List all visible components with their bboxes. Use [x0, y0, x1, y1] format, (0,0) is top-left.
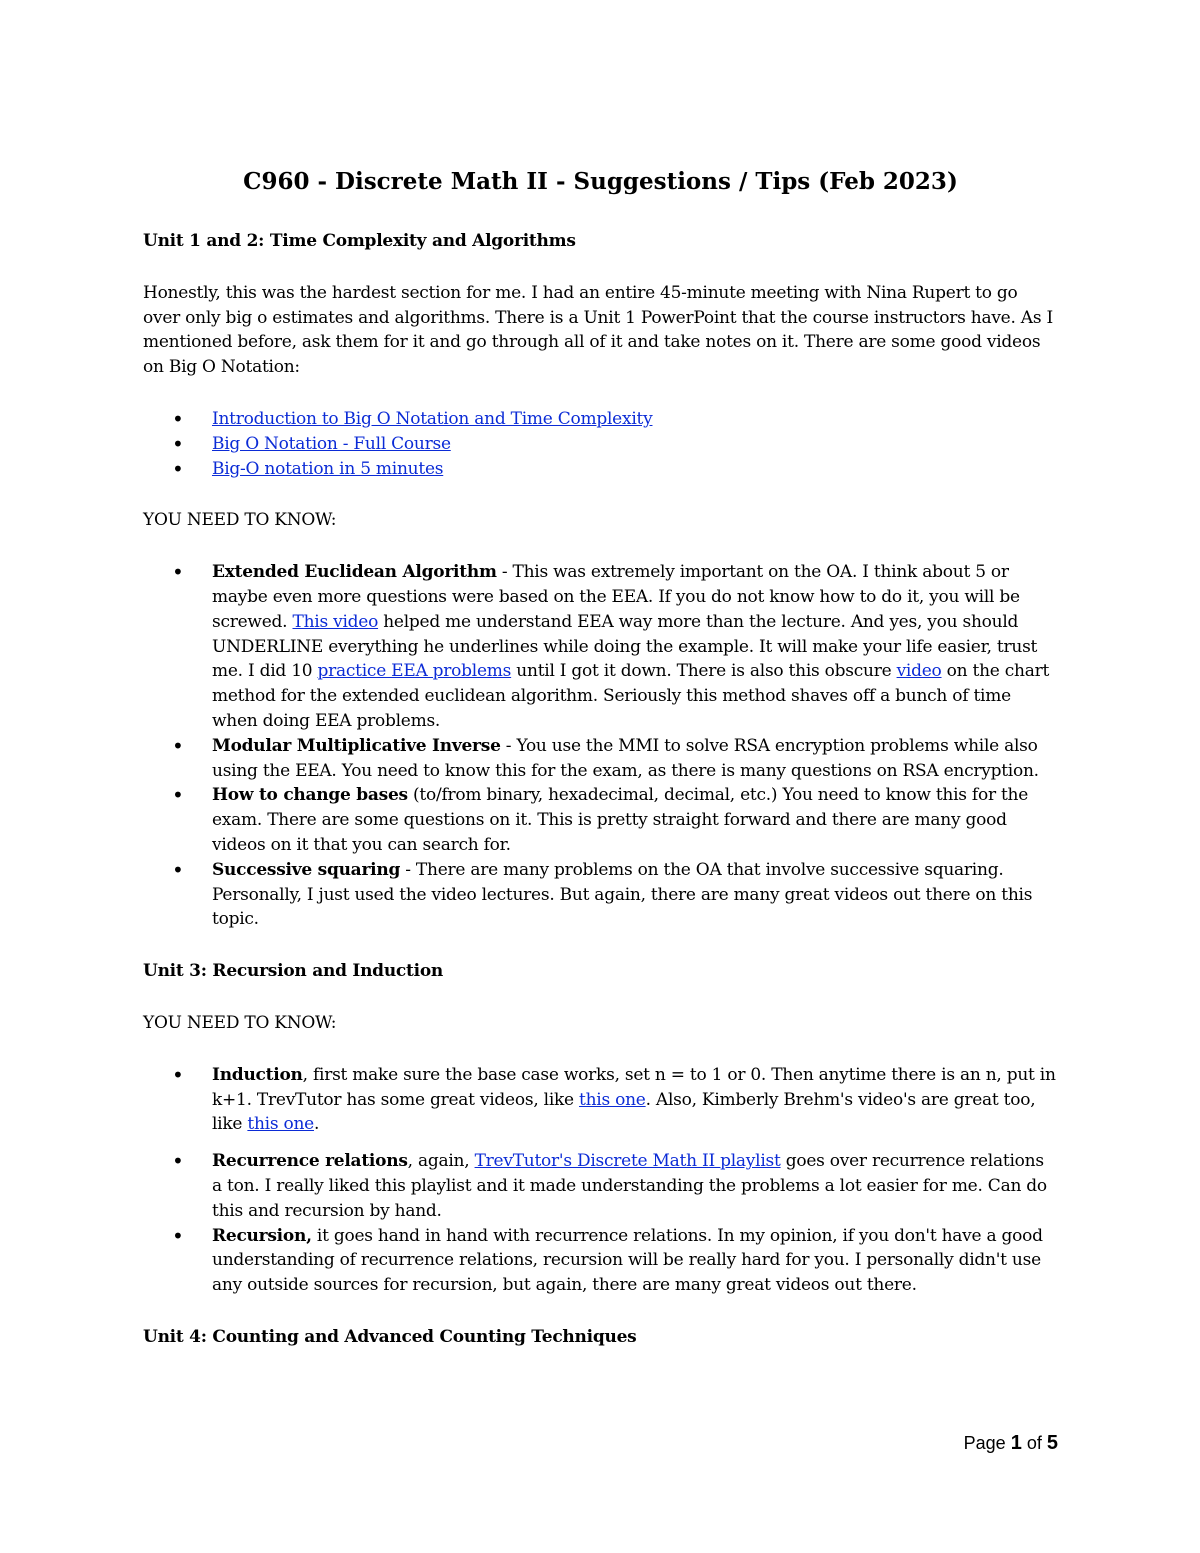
list-item: [143, 407, 1058, 432]
document-title: C960 - Discrete Math II - Suggestions / Tips (Feb 2023): [243, 168, 958, 195]
topic-recursion: • Recursion, it goes hand in hand with recurrence relations. In my opinion, if you don't have a good understanding of recurrence relations, recursion will be really hard for you. I personally didn't use any outside sources for recursion, but again, there are many great videos out there.: [143, 1224, 1058, 1298]
link-eea-video[interactable]: This video: [292, 611, 379, 632]
unit-3-heading: Unit 3: Recursion and Induction: [143, 961, 444, 982]
topic-recurrence-relations: • Recurrence relations, again, TrevTutor's Discrete Math II playlist goes over recurrence relations a ton. I really liked this playlist and it made understanding the problems a lot easier for me. Can do this and recursion by hand.: [143, 1149, 1058, 1223]
topic-term: Successive squaring: [212, 859, 401, 880]
link-practice-eea[interactable]: practice EEA problems: [317, 661, 512, 682]
link-trevtutor-induction[interactable]: this one: [579, 1089, 646, 1110]
link-chart-method-video[interactable]: video: [896, 661, 942, 682]
document-body: [143, 165, 1058, 1350]
need-to-know-label: YOU NEED TO KNOW:: [143, 510, 337, 531]
unit-3-topics: [143, 1063, 1058, 1137]
topic-term: Modular Multiplicative Inverse: [212, 735, 501, 756]
page-number-footer: Page 1 of 5: [963, 1432, 1058, 1454]
current-page-number: 1: [1010, 1432, 1022, 1454]
topic-term: Recursion,: [212, 1225, 312, 1246]
topic-term: How to change bases: [212, 785, 408, 806]
topic-induction: • Induction, first make sure the base case works, set n = to 1 or 0. Then anytime there is an n, put in k+1. TrevTutor has some great videos, like this one. Also, Kimberly Brehm's video's are great too, like this one.: [143, 1063, 1058, 1137]
list-item: [143, 457, 1058, 482]
link-big-o-full-course[interactable]: Big O Notation - Full Course: [212, 433, 451, 454]
total-page-count: 5: [1046, 1432, 1058, 1454]
link-brehm-induction[interactable]: this one: [247, 1114, 314, 1135]
topic-eea: • Extended Euclidean Algorithm - This was extremely important on the OA. I think about 5 or maybe even more questions were based on the EEA. If you do not know how to do it, you will be screwed. This video helped me understand EEA way more than the lecture. And yes, you should UNDERLINE everything he underlines while doing the example. It will make your life easier, trust me. I did 10 practice EEA problems until I got it down. There is also this obscure video on the chart method for the extended euclidean algorithm. Seriously this method shaves off a bunch of time when doing EEA problems.: [143, 560, 1058, 734]
link-intro-big-o[interactable]: Introduction to Big O Notation and Time Complexity: [212, 408, 653, 429]
unit-4-heading: Unit 4: Counting and Advanced Counting Techniques: [143, 1326, 637, 1347]
unit-1-2-topics: [143, 560, 1058, 932]
unit-1-2-heading: Unit 1 and 2: Time Complexity and Algorithms: [143, 231, 576, 251]
topic-term: Extended Euclidean Algorithm: [212, 562, 497, 583]
link-big-o-5-minutes[interactable]: Big-O notation in 5 minutes: [212, 458, 444, 479]
topic-change-bases: • How to change bases (to/from binary, hexadecimal, decimal, etc.) You need to know this for the exam. There are some questions on it. This is pretty straight forward and there are many good videos on it that you can search for.: [143, 783, 1058, 857]
big-o-video-list: [143, 407, 1058, 481]
topic-successive-squaring: • Successive squaring - There are many problems on the OA that involve successive squaring. Personally, I just used the video lectures. But again, there are many great videos out there on this topic.: [143, 858, 1058, 932]
topic-term: Induction: [212, 1064, 303, 1085]
need-to-know-label: YOU NEED TO KNOW:: [143, 1012, 337, 1033]
unit-1-2-intro: Honestly, this was the hardest section for me. I had an entire 45-minute meeting with Nina Rupert to go over only big o estimates and algorithms. There is a Unit 1 PowerPoint that the course instructors have. As I mentioned before, ask them for it and go through all of it and take notes on it. There are some good videos on Big O Notation:: [143, 282, 1053, 378]
list-item: [143, 432, 1058, 457]
link-trevtutor-playlist[interactable]: TrevTutor's Discrete Math II playlist: [474, 1151, 781, 1172]
topic-mmi: • Modular Multiplicative Inverse - You use the MMI to solve RSA encryption problems while also using the EEA. You need to know this for the exam, as there is many questions on RSA encryption.: [143, 734, 1058, 784]
topic-term: Recurrence relations: [212, 1151, 408, 1172]
unit-3-topics-continued: [143, 1149, 1058, 1298]
